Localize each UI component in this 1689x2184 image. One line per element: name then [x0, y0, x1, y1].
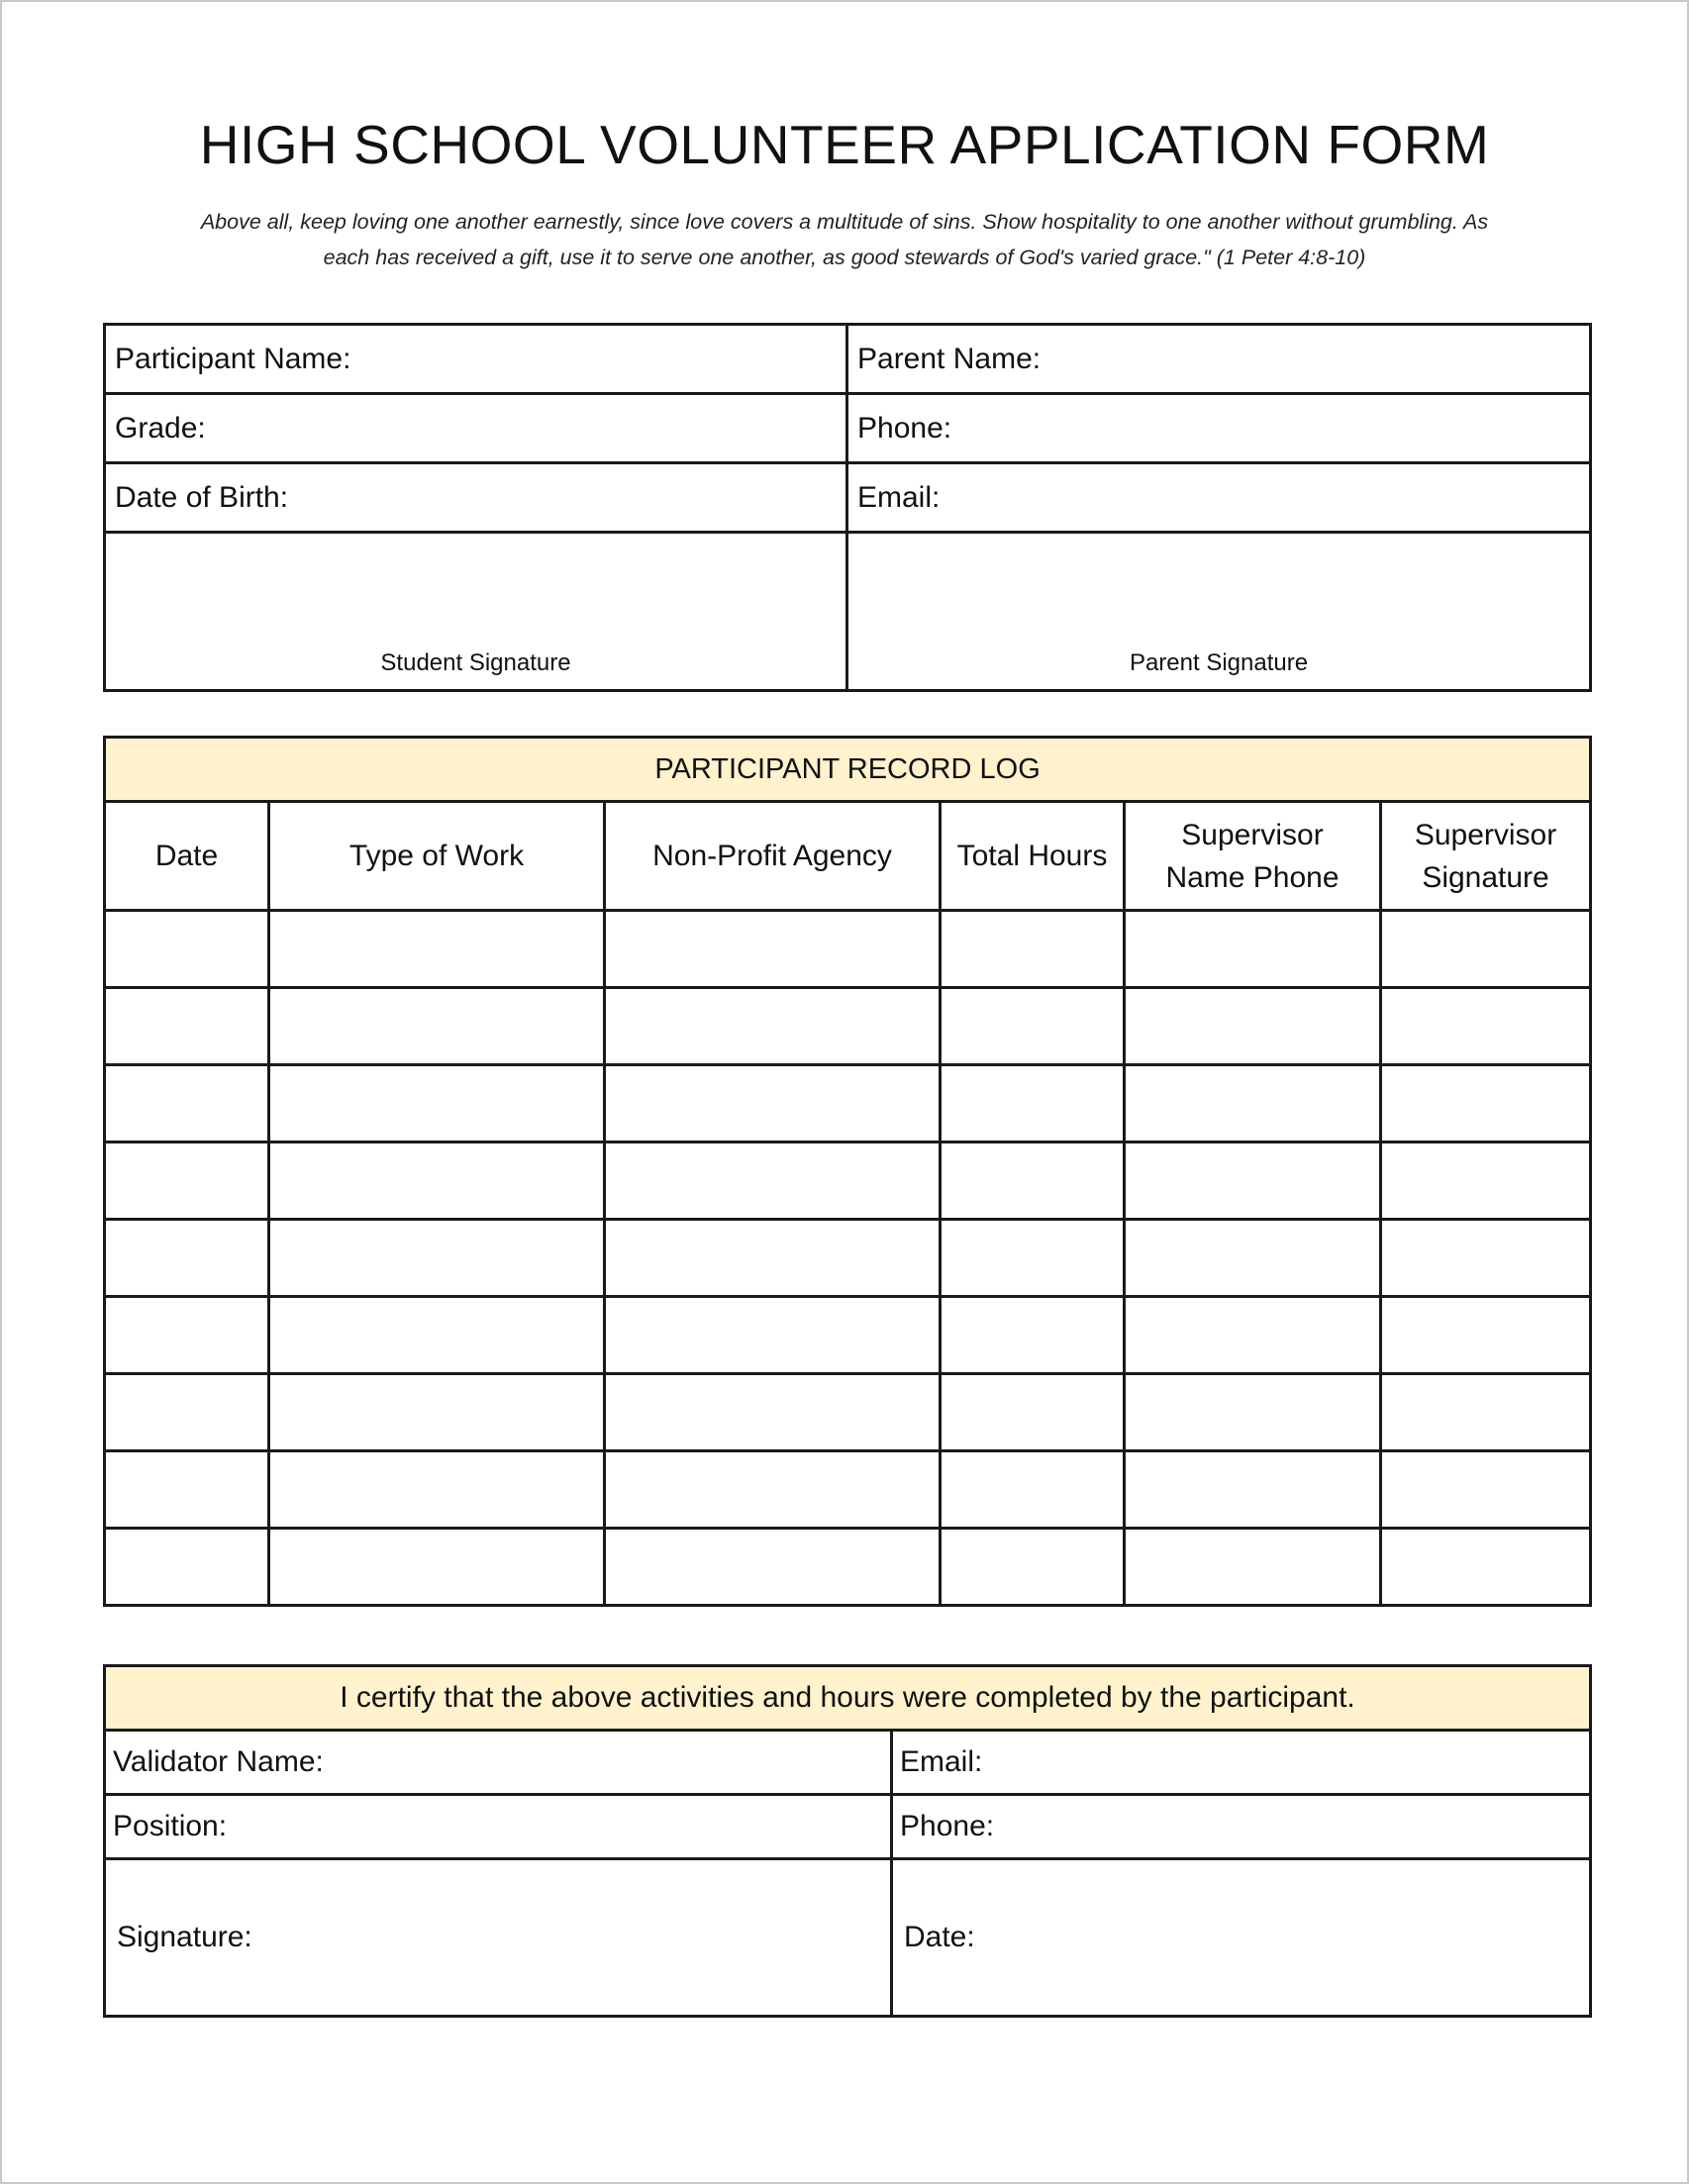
cell[interactable] [1125, 1451, 1381, 1529]
cell[interactable] [1381, 988, 1591, 1065]
cell[interactable] [105, 1065, 269, 1142]
cell[interactable] [1381, 1220, 1591, 1297]
certify-statement: I certify that the above activities and hours were completed by the participant. [105, 1666, 1591, 1731]
cell[interactable] [1381, 1065, 1591, 1142]
cell[interactable] [605, 1142, 941, 1220]
col-header-total-hours: Total Hours [941, 802, 1125, 911]
col-header-supervisor-signature [1381, 802, 1591, 911]
email-field[interactable]: Email: [847, 463, 1591, 533]
cell[interactable] [1125, 1297, 1381, 1374]
cell[interactable] [1125, 911, 1381, 988]
participant-name-field[interactable]: Participant Name: [105, 325, 847, 394]
cell[interactable] [605, 988, 941, 1065]
cell[interactable] [105, 1374, 269, 1451]
cell[interactable] [941, 1529, 1125, 1606]
dob-field[interactable]: Date of Birth: [105, 463, 847, 533]
participant-record-log [103, 736, 1592, 1607]
cell[interactable] [941, 911, 1125, 988]
table-row [105, 1220, 1591, 1297]
cell[interactable] [941, 1065, 1125, 1142]
log-title: PARTICIPANT RECORD LOG [105, 738, 1591, 802]
quote-line-1: Above all, keep loving one another earnestly, since love covers a multitude of sins. Show hospitality to one another without grumbling. As [200, 210, 1489, 234]
cell[interactable] [941, 1142, 1125, 1220]
cell[interactable] [941, 1297, 1125, 1374]
cell[interactable] [605, 1065, 941, 1142]
validator-email-field[interactable]: Email: [892, 1731, 1591, 1795]
cell[interactable] [1125, 1065, 1381, 1142]
cell[interactable] [1125, 1220, 1381, 1297]
validator-name-field[interactable]: Validator Name: [105, 1731, 892, 1795]
col-header-date: Date [105, 802, 269, 911]
table-row [105, 1451, 1591, 1529]
cell[interactable] [1381, 1297, 1591, 1374]
phone-field[interactable]: Phone: [847, 394, 1591, 463]
cell[interactable] [1381, 1142, 1591, 1220]
cell[interactable] [269, 1451, 605, 1529]
validator-date-field[interactable]: Date: [892, 1859, 1591, 2017]
cell[interactable] [1381, 911, 1591, 988]
cell[interactable] [1381, 1374, 1591, 1451]
table-row [105, 1297, 1591, 1374]
table-row [105, 988, 1591, 1065]
cell[interactable] [605, 1374, 941, 1451]
cell[interactable] [269, 1374, 605, 1451]
cell[interactable] [1125, 1142, 1381, 1220]
cell[interactable] [105, 1220, 269, 1297]
cell[interactable] [1125, 1374, 1381, 1451]
cell[interactable] [605, 1451, 941, 1529]
table-row [105, 1374, 1591, 1451]
cell[interactable] [269, 911, 605, 988]
table-row [105, 1529, 1591, 1606]
student-signature-field[interactable]: Student Signature [105, 533, 847, 691]
page-title: HIGH SCHOOL VOLUNTEER APPLICATION FORM [199, 114, 1490, 175]
cell[interactable] [269, 1529, 605, 1606]
cell[interactable] [269, 1065, 605, 1142]
certification-table [103, 1664, 1592, 2018]
col-header-agency: Non-Profit Agency [605, 802, 941, 911]
table-row [105, 911, 1591, 988]
cell[interactable] [105, 1451, 269, 1529]
table-row [105, 1142, 1591, 1220]
cell[interactable] [605, 1529, 941, 1606]
parent-name-field[interactable]: Parent Name: [847, 325, 1591, 394]
sup-sig-line1: Supervisor [1414, 818, 1557, 851]
table-row [105, 1065, 1591, 1142]
cell[interactable] [269, 1220, 605, 1297]
cell[interactable] [941, 988, 1125, 1065]
cell[interactable] [605, 1297, 941, 1374]
quote-line-2: each has received a gift, use it to serve one another, as good stewards of God's varied grace." (1 Peter 4:8-10) [323, 246, 1366, 269]
cell[interactable] [605, 911, 941, 988]
col-header-supervisor-name-phone [1125, 802, 1381, 911]
cell[interactable] [269, 1142, 605, 1220]
cell[interactable] [1125, 1529, 1381, 1606]
cell[interactable] [269, 988, 605, 1065]
cell[interactable] [105, 1297, 269, 1374]
cell[interactable] [941, 1451, 1125, 1529]
sup-sig-line2: Signature [1422, 860, 1549, 894]
cell[interactable] [105, 911, 269, 988]
participant-info-table [103, 323, 1592, 692]
validator-phone-field[interactable]: Phone: [892, 1795, 1591, 1859]
cell[interactable] [1381, 1451, 1591, 1529]
col-header-type-of-work: Type of Work [269, 802, 605, 911]
sup-name-line1: Supervisor [1181, 818, 1324, 851]
cell[interactable] [105, 988, 269, 1065]
cell[interactable] [941, 1374, 1125, 1451]
cell[interactable] [1381, 1529, 1591, 1606]
grade-field[interactable]: Grade: [105, 394, 847, 463]
sup-name-line2: Name Phone [1165, 860, 1340, 894]
cell[interactable] [941, 1220, 1125, 1297]
scripture-quote [101, 204, 1588, 275]
cell[interactable] [605, 1220, 941, 1297]
cell[interactable] [1125, 988, 1381, 1065]
cell[interactable] [105, 1142, 269, 1220]
parent-signature-field[interactable]: Parent Signature [847, 533, 1591, 691]
cell[interactable] [105, 1529, 269, 1606]
validator-signature-field[interactable]: Signature: [105, 1859, 892, 2017]
cell[interactable] [269, 1297, 605, 1374]
position-field[interactable]: Position: [105, 1795, 892, 1859]
